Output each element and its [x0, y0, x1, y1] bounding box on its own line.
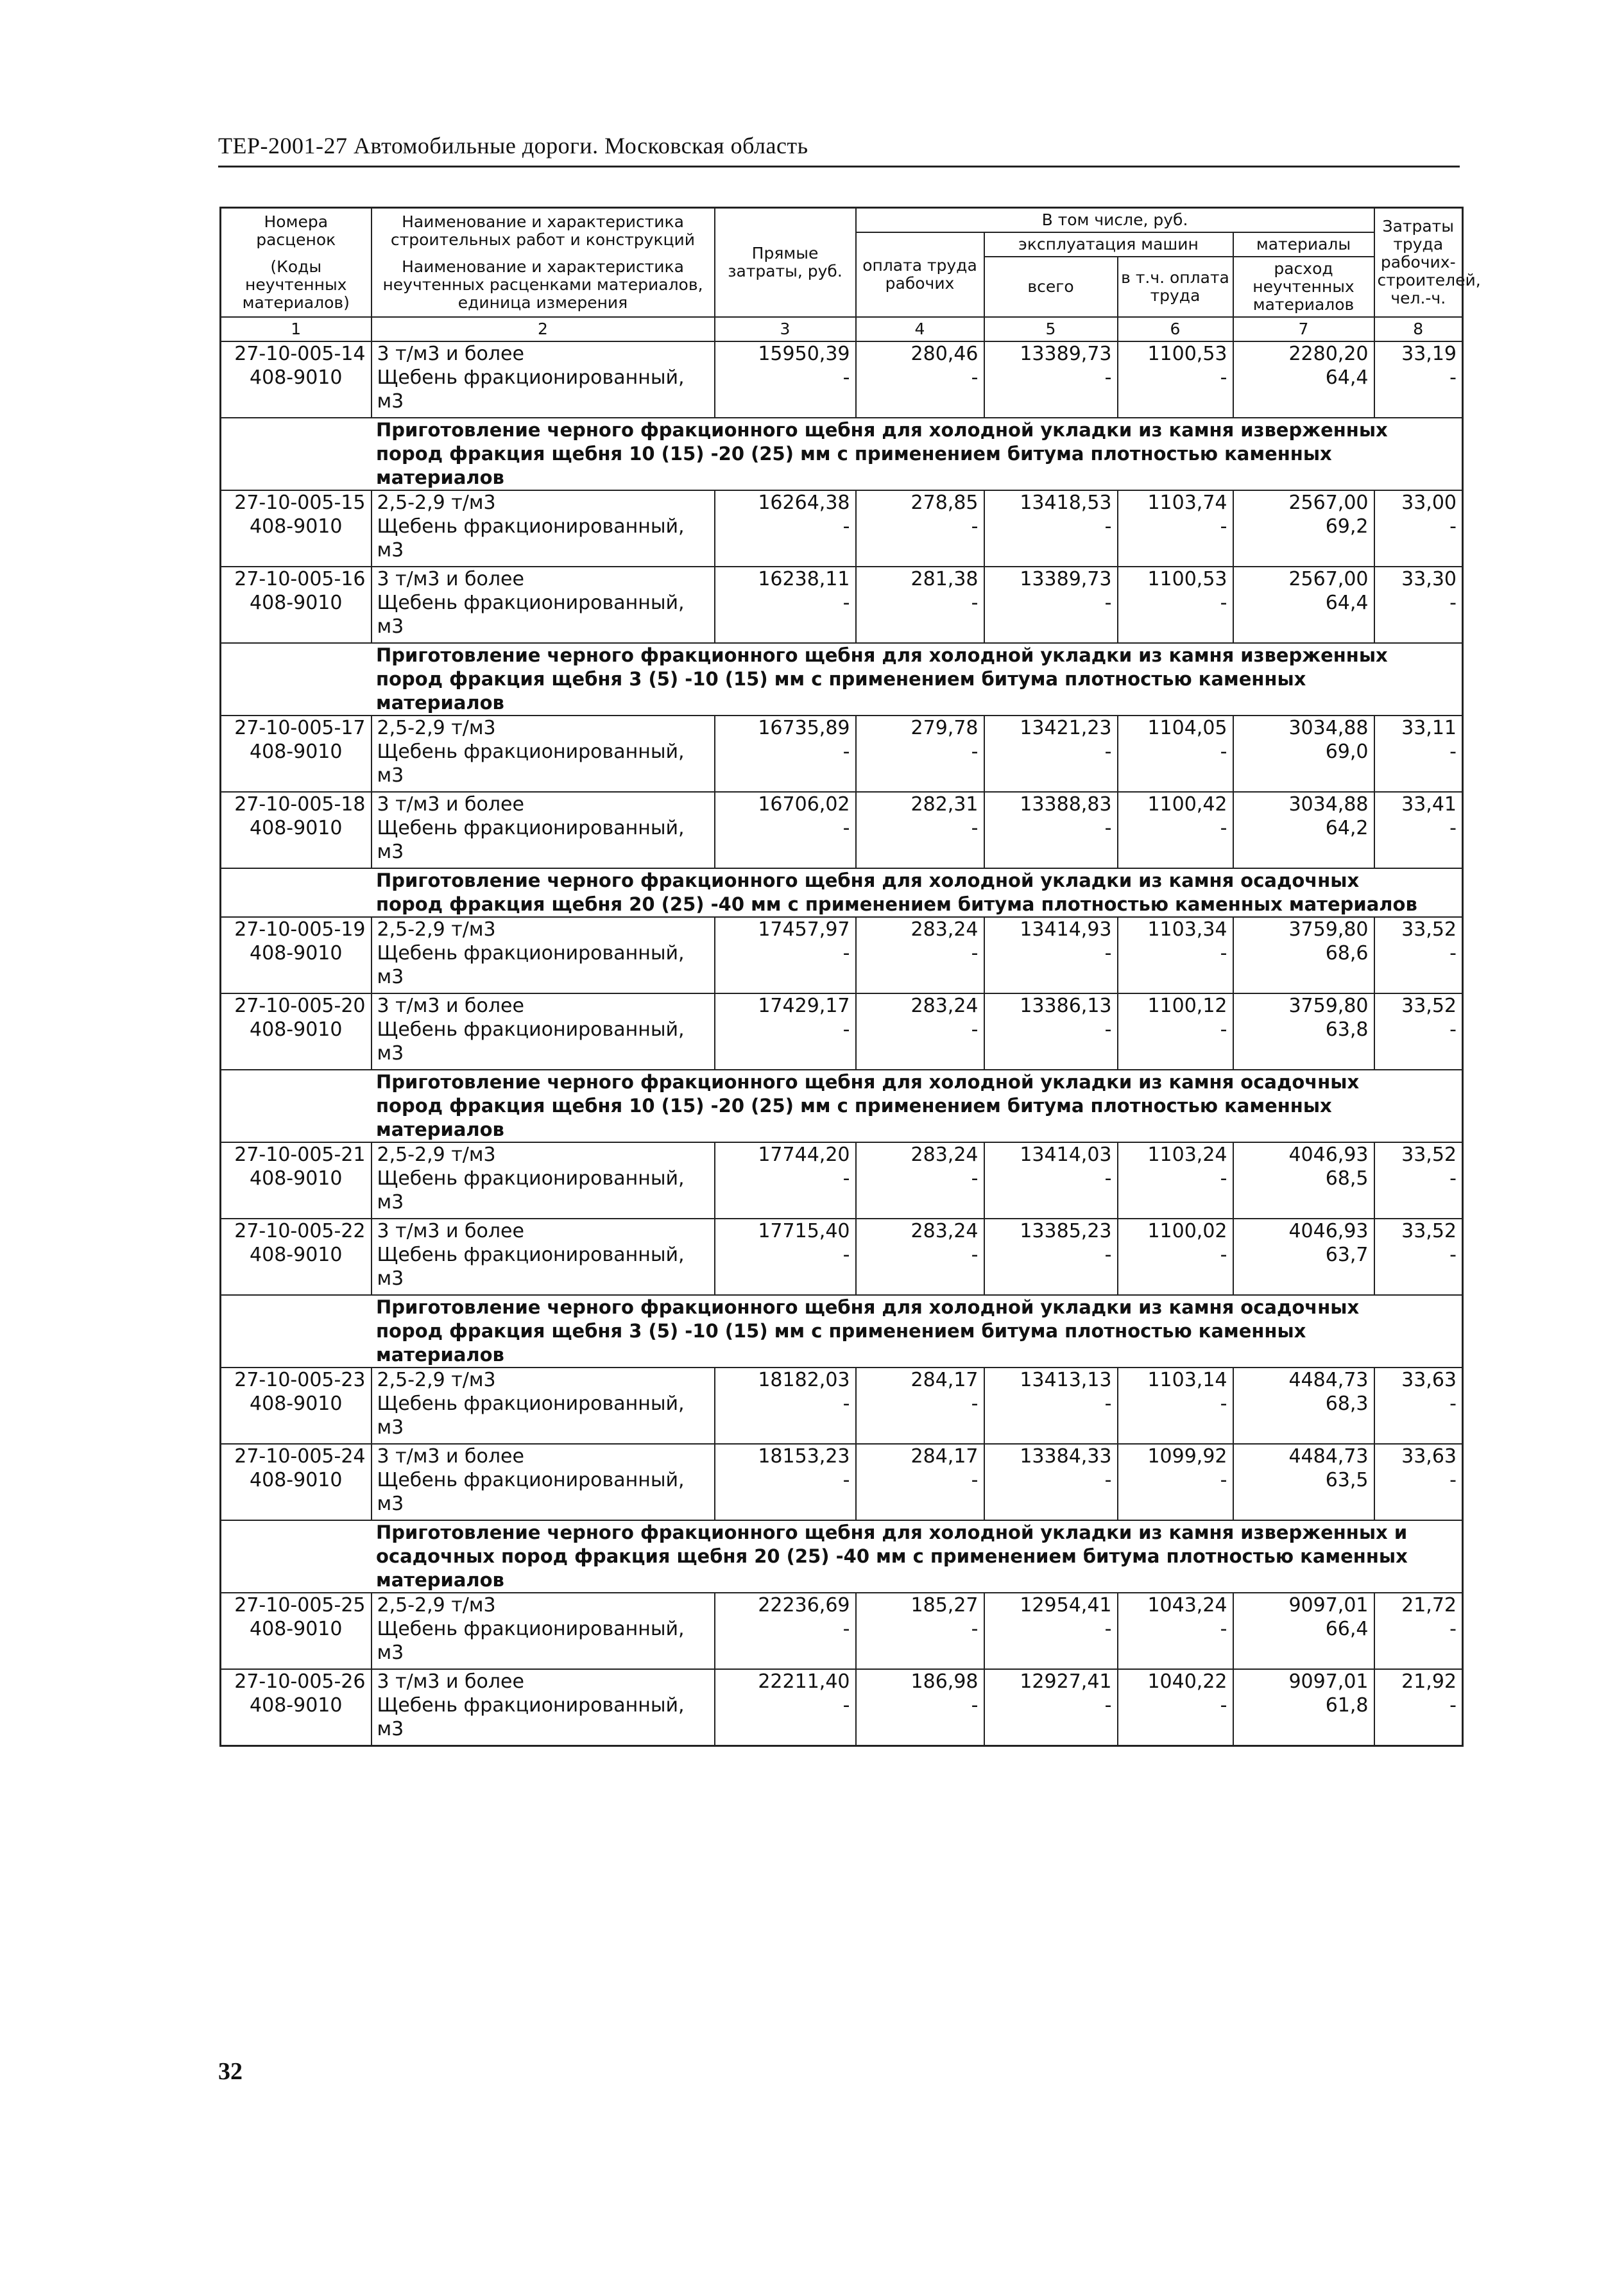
rate-code: 27-10-005-16: [221, 567, 372, 591]
direct-costs: 17429,17: [715, 993, 856, 1018]
material-usage: 66,4: [1233, 1617, 1374, 1669]
section-title: Приготовление черного фракционного щебня для холодной укладки из камня изверженных и осадочных пород фракция щебня 20 (25) -40 мм с применением битума плотностью каменных материалов: [376, 1522, 1408, 1591]
material-name: Щебень фракционированный, м3: [372, 1468, 715, 1520]
material-name: Щебень фракционированный, м3: [372, 1243, 715, 1295]
materials-cost: 9097,01: [1233, 1669, 1374, 1694]
labor-hours: 33,11: [1374, 716, 1463, 740]
rate-code: 27-10-005-25: [221, 1593, 372, 1617]
material-labor: -: [856, 1167, 984, 1219]
work-name: 3 т/м3 и более: [372, 993, 715, 1018]
labor-pay: 278,85: [856, 490, 984, 515]
machines-labor: 1103,34: [1118, 917, 1233, 941]
material-name: Щебень фракционированный, м3: [372, 816, 715, 868]
work-name: 2,5-2,9 т/м3: [372, 1368, 715, 1392]
section-title-row: [221, 868, 1463, 917]
labor-pay: 283,24: [856, 993, 984, 1018]
material-machines-total: -: [984, 1243, 1118, 1295]
header-labor-hours: Затраты труда рабочих-строителей, чел.-ч.: [1374, 208, 1463, 318]
section-title-cell: [221, 1070, 1463, 1142]
machines-total: 13389,73: [984, 567, 1118, 591]
material-hours: -: [1374, 591, 1463, 643]
material-machines-labor: -: [1118, 740, 1233, 792]
machines-labor: 1100,02: [1118, 1219, 1233, 1243]
machines-total: 13418,53: [984, 490, 1118, 515]
material-direct: -: [715, 366, 856, 418]
materials-cost: 2567,00: [1233, 490, 1374, 515]
material-direct: -: [715, 1617, 856, 1669]
section-title-row: [221, 418, 1463, 490]
material-usage: 68,3: [1233, 1392, 1374, 1444]
materials-cost: 3034,88: [1233, 716, 1374, 740]
material-labor: -: [856, 1694, 984, 1746]
section-title-cell: [221, 868, 1463, 917]
machines-labor: 1043,24: [1118, 1593, 1233, 1617]
work-name: 2,5-2,9 т/м3: [372, 1142, 715, 1167]
material-name: Щебень фракционированный, м3: [372, 1167, 715, 1219]
machines-labor: 1100,42: [1118, 792, 1233, 816]
machines-labor: 1103,74: [1118, 490, 1233, 515]
direct-costs: 16735,89: [715, 716, 856, 740]
work-name: 3 т/м3 и более: [372, 1669, 715, 1694]
rate-code: 27-10-005-24: [221, 1444, 372, 1468]
material-row: [221, 1392, 1463, 1444]
column-number: 2: [372, 317, 715, 341]
materials-cost: 9097,01: [1233, 1593, 1374, 1617]
material-direct: -: [715, 816, 856, 868]
labor-hours: 33,41: [1374, 792, 1463, 816]
labor-pay: 280,46: [856, 341, 984, 366]
header-names: [372, 208, 715, 318]
work-name: 2,5-2,9 т/м3: [372, 490, 715, 515]
section-title: Приготовление черного фракционного щебня для холодной укладки из камня осадочных пород фракция щебня 3 (5) -10 (15) мм с применением битума плотностью каменных материалов: [376, 1296, 1360, 1366]
material-usage: 63,8: [1233, 1018, 1374, 1070]
direct-costs: 17744,20: [715, 1142, 856, 1167]
material-hours: -: [1374, 740, 1463, 792]
material-name: Щебень фракционированный, м3: [372, 366, 715, 418]
section-title: Приготовление черного фракционного щебня для холодной укладки из камня изверженных пород фракция щебня 10 (15) -20 (25) мм с применением битума плотностью каменных материалов: [376, 419, 1388, 488]
column-number: 6: [1118, 317, 1233, 341]
material-direct: -: [715, 515, 856, 567]
material-hours: -: [1374, 1468, 1463, 1520]
material-direct: -: [715, 1018, 856, 1070]
column-number: 3: [715, 317, 856, 341]
material-code: 408-9010: [221, 816, 372, 868]
material-row: [221, 941, 1463, 993]
material-machines-labor: -: [1118, 1167, 1233, 1219]
rate-code: 27-10-005-19: [221, 917, 372, 941]
direct-costs: 17715,40: [715, 1219, 856, 1243]
labor-hours: 33,00: [1374, 490, 1463, 515]
column-number: 1: [221, 317, 372, 341]
machines-total: 13414,93: [984, 917, 1118, 941]
material-row: [221, 515, 1463, 567]
material-name: Щебень фракционированный, м3: [372, 941, 715, 993]
table-row: [221, 993, 1463, 1018]
materials-cost: 3759,80: [1233, 917, 1374, 941]
material-usage: 64,4: [1233, 366, 1374, 418]
machines-total: 13413,13: [984, 1368, 1118, 1392]
rate-code: 27-10-005-17: [221, 716, 372, 740]
column-number: 8: [1374, 317, 1463, 341]
material-code: 408-9010: [221, 591, 372, 643]
material-name: Щебень фракционированный, м3: [372, 740, 715, 792]
header-machines-labor: в т.ч. оплата труда: [1118, 257, 1233, 317]
material-machines-total: -: [984, 816, 1118, 868]
material-code: 408-9010: [221, 941, 372, 993]
material-direct: -: [715, 1468, 856, 1520]
material-code: 408-9010: [221, 1167, 372, 1219]
material-labor: -: [856, 1617, 984, 1669]
materials-cost: 2567,00: [1233, 567, 1374, 591]
material-code: 408-9010: [221, 515, 372, 567]
header-materials-group: материалы: [1233, 232, 1374, 257]
labor-hours: 33,52: [1374, 917, 1463, 941]
work-name: 3 т/м3 и более: [372, 1444, 715, 1468]
table-row: [221, 490, 1463, 515]
materials-cost: 4484,73: [1233, 1368, 1374, 1392]
machines-total: 13389,73: [984, 341, 1118, 366]
labor-pay: 186,98: [856, 1669, 984, 1694]
machines-labor: 1100,53: [1118, 341, 1233, 366]
machines-labor: 1100,53: [1118, 567, 1233, 591]
material-machines-labor: -: [1118, 1468, 1233, 1520]
page-header: ТЕР-2001-27 Автомобильные дороги. Московская область: [218, 133, 808, 159]
direct-costs: 17457,97: [715, 917, 856, 941]
material-usage: 63,5: [1233, 1468, 1374, 1520]
rate-code: 27-10-005-18: [221, 792, 372, 816]
material-direct: -: [715, 1392, 856, 1444]
page-number: 32: [218, 2058, 243, 2085]
material-row: [221, 366, 1463, 418]
labor-hours: 21,72: [1374, 1593, 1463, 1617]
material-hours: -: [1374, 515, 1463, 567]
material-machines-total: -: [984, 1468, 1118, 1520]
direct-costs: 16238,11: [715, 567, 856, 591]
material-usage: 68,5: [1233, 1167, 1374, 1219]
table-row: [221, 792, 1463, 816]
section-title-cell: [221, 1295, 1463, 1368]
material-hours: -: [1374, 1694, 1463, 1746]
materials-cost: 4484,73: [1233, 1444, 1374, 1468]
material-hours: -: [1374, 1018, 1463, 1070]
rate-code: 27-10-005-15: [221, 490, 372, 515]
material-machines-total: -: [984, 1018, 1118, 1070]
rate-code: 27-10-005-26: [221, 1669, 372, 1694]
header-codes-top: Номера расценок: [256, 212, 336, 249]
rates-table: [219, 207, 1481, 1747]
material-hours: -: [1374, 1617, 1463, 1669]
material-usage: 69,0: [1233, 740, 1374, 792]
material-hours: -: [1374, 1392, 1463, 1444]
materials-cost: 4046,93: [1233, 1219, 1374, 1243]
header-codes: [221, 208, 372, 318]
material-labor: -: [856, 1243, 984, 1295]
material-row: [221, 1018, 1463, 1070]
material-row: [221, 816, 1463, 868]
labor-hours: 33,63: [1374, 1444, 1463, 1468]
material-code: 408-9010: [221, 366, 372, 418]
table-row: [221, 917, 1463, 941]
labor-hours: 33,19: [1374, 341, 1463, 366]
labor-hours: 33,52: [1374, 993, 1463, 1018]
material-machines-total: -: [984, 1694, 1118, 1746]
material-labor: -: [856, 1392, 984, 1444]
header-direct-costs: Прямые затраты, руб.: [715, 208, 856, 318]
material-usage: 61,8: [1233, 1694, 1374, 1746]
labor-pay: 185,27: [856, 1593, 984, 1617]
material-machines-total: -: [984, 740, 1118, 792]
direct-costs: 16706,02: [715, 792, 856, 816]
material-machines-total: -: [984, 591, 1118, 643]
material-direct: -: [715, 740, 856, 792]
material-row: [221, 1468, 1463, 1520]
machines-total: 12927,41: [984, 1669, 1118, 1694]
labor-hours: 33,52: [1374, 1142, 1463, 1167]
work-name: 3 т/м3 и более: [372, 1219, 715, 1243]
material-machines-labor: -: [1118, 1392, 1233, 1444]
labor-pay: 284,17: [856, 1444, 984, 1468]
material-name: Щебень фракционированный, м3: [372, 1617, 715, 1669]
material-direct: -: [715, 1243, 856, 1295]
work-name: 3 т/м3 и более: [372, 792, 715, 816]
material-machines-total: -: [984, 941, 1118, 993]
material-hours: -: [1374, 816, 1463, 868]
work-name: 2,5-2,9 т/м3: [372, 1593, 715, 1617]
material-name: Щебень фракционированный, м3: [372, 1694, 715, 1746]
material-direct: -: [715, 941, 856, 993]
header-machines-group: эксплуатация машин: [984, 232, 1233, 257]
material-code: 408-9010: [221, 1617, 372, 1669]
column-numbers-row: [221, 317, 1463, 341]
material-row: [221, 591, 1463, 643]
direct-costs: 22211,40: [715, 1669, 856, 1694]
column-number: 5: [984, 317, 1118, 341]
machines-total: 13388,83: [984, 792, 1118, 816]
machines-labor: 1100,12: [1118, 993, 1233, 1018]
table-row: [221, 1593, 1463, 1617]
material-usage: 64,2: [1233, 816, 1374, 868]
material-machines-labor: -: [1118, 591, 1233, 643]
section-title-cell: [221, 1520, 1463, 1593]
rate-code: 27-10-005-14: [221, 341, 372, 366]
material-row: [221, 740, 1463, 792]
header-labor-pay: оплата труда рабочих: [856, 232, 984, 317]
table-header: [221, 208, 1481, 342]
materials-cost: 3759,80: [1233, 993, 1374, 1018]
material-code: 408-9010: [221, 1694, 372, 1746]
material-direct: -: [715, 1167, 856, 1219]
table-row: [221, 1444, 1463, 1468]
material-hours: -: [1374, 1243, 1463, 1295]
material-usage: 68,6: [1233, 941, 1374, 993]
section-title-cell: [221, 643, 1463, 716]
material-row: [221, 1617, 1463, 1669]
material-machines-labor: -: [1118, 515, 1233, 567]
material-machines-labor: -: [1118, 941, 1233, 993]
rate-code: 27-10-005-22: [221, 1219, 372, 1243]
materials-cost: 3034,88: [1233, 792, 1374, 816]
material-labor: -: [856, 740, 984, 792]
material-machines-labor: -: [1118, 1694, 1233, 1746]
section-title-row: [221, 1295, 1463, 1368]
material-code: 408-9010: [221, 1392, 372, 1444]
material-code: 408-9010: [221, 1243, 372, 1295]
material-machines-total: -: [984, 366, 1118, 418]
machines-total: 12954,41: [984, 1593, 1118, 1617]
direct-costs: 18182,03: [715, 1368, 856, 1392]
table-row: [221, 1142, 1463, 1167]
material-machines-total: -: [984, 1392, 1118, 1444]
section-title: Приготовление черного фракционного щебня для холодной укладки из камня осадочных пород фракция щебня 10 (15) -20 (25) мм с применением битума плотностью каменных материалов: [376, 1071, 1360, 1140]
material-code: 408-9010: [221, 740, 372, 792]
machines-labor: 1104,05: [1118, 716, 1233, 740]
table-body: [221, 341, 1463, 1746]
table-row: [221, 1669, 1463, 1694]
material-machines-total: -: [984, 515, 1118, 567]
section-title-row: [221, 1520, 1463, 1593]
rate-code: 27-10-005-20: [221, 993, 372, 1018]
table-row: [221, 1368, 1463, 1392]
labor-pay: 279,78: [856, 716, 984, 740]
column-number: 4: [856, 317, 984, 341]
material-name: Щебень фракционированный, м3: [372, 515, 715, 567]
section-title: Приготовление черного фракционного щебня для холодной укладки из камня изверженных пород фракция щебня 3 (5) -10 (15) мм с применением битума плотностью каменных материалов: [376, 644, 1388, 714]
machines-total: 13421,23: [984, 716, 1118, 740]
material-labor: -: [856, 1018, 984, 1070]
material-machines-labor: -: [1118, 816, 1233, 868]
material-row: [221, 1694, 1463, 1746]
header-divider: [218, 166, 1460, 167]
material-direct: -: [715, 591, 856, 643]
work-name: 2,5-2,9 т/м3: [372, 917, 715, 941]
header-names-top: Наименование и характеристика строительных работ и конструкций: [390, 212, 696, 249]
material-machines-labor: -: [1118, 1018, 1233, 1070]
section-title-row: [221, 1070, 1463, 1142]
machines-labor: 1103,14: [1118, 1368, 1233, 1392]
table-row: [221, 716, 1463, 740]
labor-pay: 283,24: [856, 1219, 984, 1243]
machines-labor: 1099,92: [1118, 1444, 1233, 1468]
material-labor: -: [856, 1468, 984, 1520]
labor-hours: 33,30: [1374, 567, 1463, 591]
material-row: [221, 1243, 1463, 1295]
machines-labor: 1103,24: [1118, 1142, 1233, 1167]
labor-pay: 281,38: [856, 567, 984, 591]
header-machines-total: всего: [984, 257, 1118, 317]
labor-pay: 283,24: [856, 917, 984, 941]
labor-pay: 284,17: [856, 1368, 984, 1392]
material-hours: -: [1374, 1167, 1463, 1219]
labor-pay: 283,24: [856, 1142, 984, 1167]
rate-code: 27-10-005-21: [221, 1142, 372, 1167]
direct-costs: 18153,23: [715, 1444, 856, 1468]
machines-labor: 1040,22: [1118, 1669, 1233, 1694]
material-machines-labor: -: [1118, 366, 1233, 418]
machines-total: 13384,33: [984, 1444, 1118, 1468]
column-number: 7: [1233, 317, 1374, 341]
material-machines-total: -: [984, 1167, 1118, 1219]
table-row: [221, 341, 1463, 366]
material-usage: 69,2: [1233, 515, 1374, 567]
material-labor: -: [856, 941, 984, 993]
material-labor: -: [856, 591, 984, 643]
material-machines-labor: -: [1118, 1617, 1233, 1669]
table-row: [221, 1219, 1463, 1243]
material-name: Щебень фракционированный, м3: [372, 591, 715, 643]
labor-hours: 33,63: [1374, 1368, 1463, 1392]
table-row: [221, 567, 1463, 591]
work-name: 2,5-2,9 т/м3: [372, 716, 715, 740]
machines-total: 13414,03: [984, 1142, 1118, 1167]
rate-code: 27-10-005-23: [221, 1368, 372, 1392]
material-row: [221, 1167, 1463, 1219]
direct-costs: 16264,38: [715, 490, 856, 515]
material-direct: -: [715, 1694, 856, 1746]
header-names-bottom: Наименование и характеристика неучтенных расценками материалов, единица измерения: [382, 257, 703, 312]
material-code: 408-9010: [221, 1468, 372, 1520]
materials-cost: 4046,93: [1233, 1142, 1374, 1167]
header-codes-bottom: (Коды неучтенных материалов): [242, 257, 350, 312]
material-labor: -: [856, 515, 984, 567]
material-usage: 63,7: [1233, 1243, 1374, 1295]
machines-total: 13385,23: [984, 1219, 1118, 1243]
material-machines-labor: -: [1118, 1243, 1233, 1295]
material-labor: -: [856, 816, 984, 868]
section-title-row: [221, 643, 1463, 716]
header-materials-usage: расход неучтенных материалов: [1233, 257, 1374, 317]
materials-cost: 2280,20: [1233, 341, 1374, 366]
material-hours: -: [1374, 366, 1463, 418]
section-title-cell: [221, 418, 1463, 490]
material-usage: 64,4: [1233, 591, 1374, 643]
work-name: 3 т/м3 и более: [372, 567, 715, 591]
machines-total: 13386,13: [984, 993, 1118, 1018]
labor-pay: 282,31: [856, 792, 984, 816]
section-title: Приготовление черного фракционного щебня для холодной укладки из камня осадочных пород фракция щебня 20 (25) -40 мм с применением битума плотностью каменных материалов: [376, 870, 1417, 915]
header-including-group: В том числе, руб.: [856, 208, 1374, 233]
labor-hours: 33,52: [1374, 1219, 1463, 1243]
material-labor: -: [856, 366, 984, 418]
material-code: 408-9010: [221, 1018, 372, 1070]
direct-costs: 22236,69: [715, 1593, 856, 1617]
material-hours: -: [1374, 941, 1463, 993]
material-name: Щебень фракционированный, м3: [372, 1392, 715, 1444]
labor-hours: 21,92: [1374, 1669, 1463, 1694]
material-name: Щебень фракционированный, м3: [372, 1018, 715, 1070]
direct-costs: 15950,39: [715, 341, 856, 366]
work-name: 3 т/м3 и более: [372, 341, 715, 366]
material-machines-total: -: [984, 1617, 1118, 1669]
